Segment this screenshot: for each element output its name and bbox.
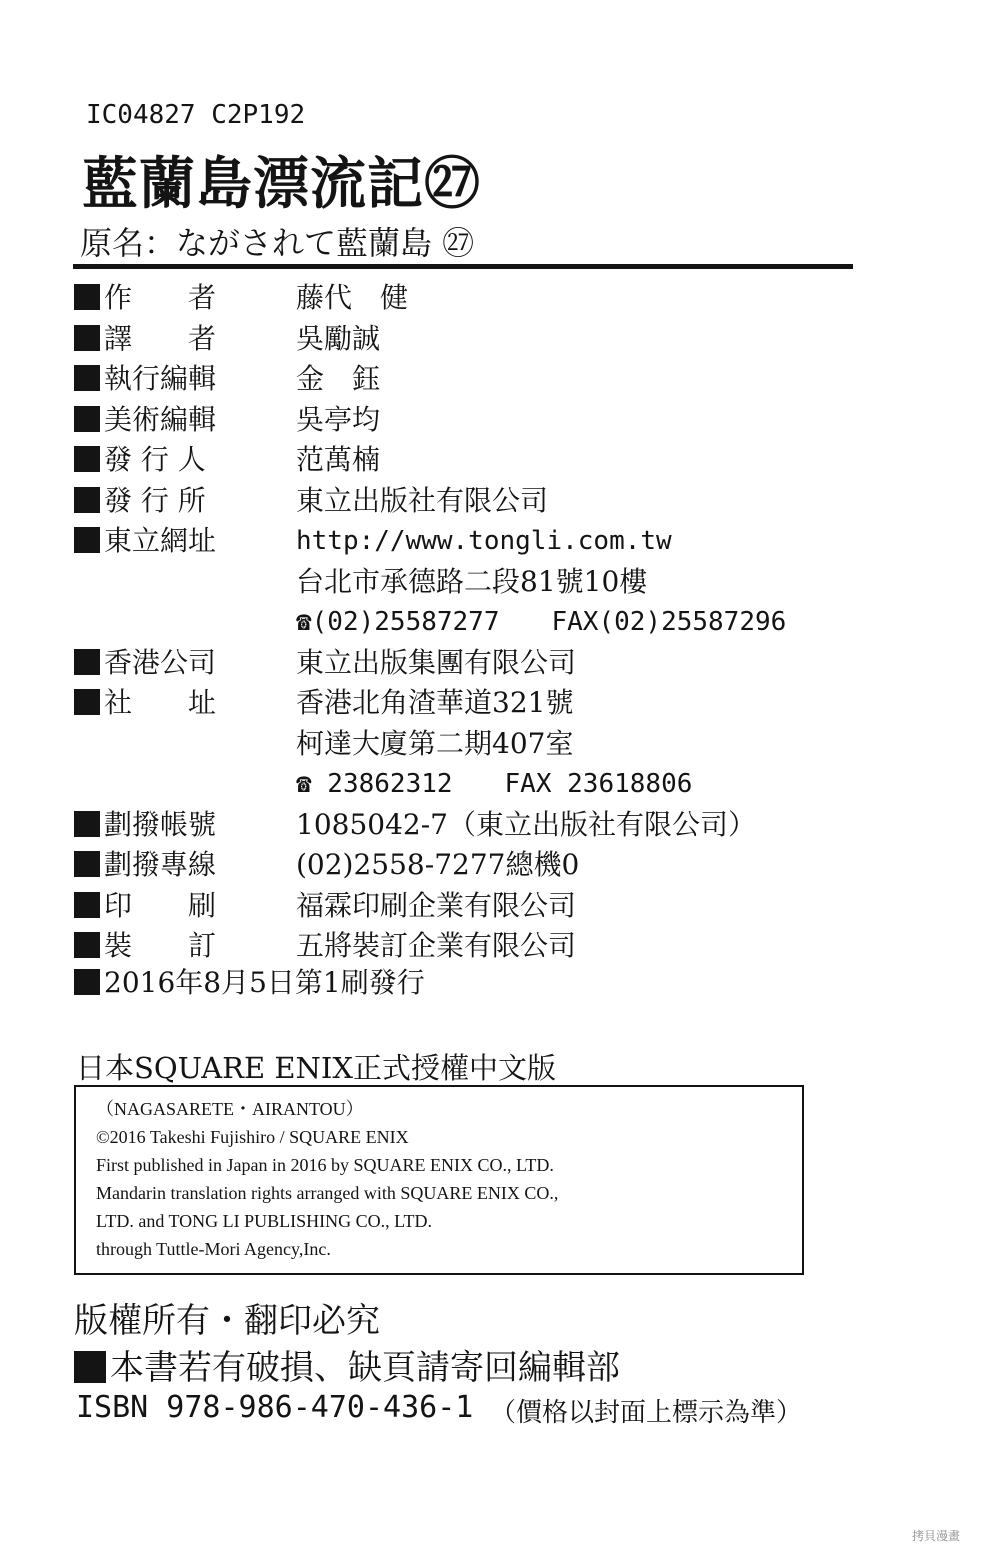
credit-label-text: 裝 訂 xyxy=(104,929,217,962)
bullet-square xyxy=(74,284,100,310)
credit-value: 范萬楠 xyxy=(296,443,381,476)
credit-value: (02)2558-7277總機0 xyxy=(296,848,580,881)
title-divider xyxy=(73,264,853,269)
credit-value: 五將裝訂企業有限公司 xyxy=(296,929,577,962)
bullet-square xyxy=(74,932,100,958)
copyright-line: LTD. and TONG LI PUBLISHING CO., LTD. xyxy=(96,1211,433,1231)
credit-value: ☎(02)25587277 FAX(02)25587296 xyxy=(296,607,787,637)
credit-label-text: 東立網址 xyxy=(104,524,217,557)
credit-label xyxy=(74,887,244,925)
credit-value: 金 鈺 xyxy=(296,362,381,395)
bullet-square xyxy=(74,325,100,351)
print-date: 2016年8月5日第1刷發行 xyxy=(104,966,425,999)
credit-label xyxy=(74,279,244,317)
bullet-square xyxy=(74,406,100,432)
credit-label-text: 社 址 xyxy=(104,686,217,719)
isbn: ISBN 978-986-470-436-1 xyxy=(76,1390,474,1425)
credit-value: 吳勵誠 xyxy=(296,321,381,355)
book-title: 藍蘭島漂流記㉗ xyxy=(82,151,481,217)
credit-label xyxy=(74,846,244,884)
copyright-line: Mandarin translation rights arranged with SQUARE ENIX CO., xyxy=(96,1183,559,1203)
watermark: 拷貝漫畫 xyxy=(912,1529,961,1543)
credit-value: 香港北角渣華道321號 xyxy=(296,686,574,719)
bullet-square xyxy=(74,969,100,995)
credit-label xyxy=(74,927,244,965)
credit-label xyxy=(74,320,244,358)
rights-reserved: 版權所有・翻印必究 xyxy=(74,1301,380,1341)
credit-value: 吳亭均 xyxy=(296,402,381,436)
original-title: 原名：ながされて藍蘭島 ㉗ xyxy=(80,224,475,262)
credit-value: 藤代 健 xyxy=(296,281,409,314)
credit-value: 東立出版集團有限公司 xyxy=(296,645,577,679)
credit-label xyxy=(74,441,244,479)
copyright-line: First published in Japan in 2016 by SQUARE ENIX CO., LTD. xyxy=(96,1155,554,1175)
credit-label-text: 印 刷 xyxy=(104,888,217,922)
bullet-square xyxy=(74,1351,106,1383)
credit-label-text: 發 行 人 xyxy=(104,443,206,476)
credit-label xyxy=(74,360,244,398)
price-note: （價格以封面上標示為準） xyxy=(490,1398,803,1428)
damage-notice xyxy=(74,1340,620,1389)
credit-value: 福霖印刷企業有限公司 xyxy=(296,888,577,922)
bullet-square xyxy=(74,527,100,553)
credit-value: http://www.tongli.com.tw xyxy=(296,526,672,556)
credit-label-text: 劃撥帳號 xyxy=(104,807,217,841)
catalog-code: IC04827 C2P192 xyxy=(86,100,306,130)
credit-label-text: 譯 者 xyxy=(104,321,217,355)
credit-label xyxy=(74,482,244,520)
credit-value: ☎ 23862312 FAX 23618806 xyxy=(296,769,693,799)
credit-label xyxy=(74,644,244,682)
credit-label-text: 執行編輯 xyxy=(104,362,217,395)
bullet-square xyxy=(74,689,100,715)
credit-label xyxy=(74,522,244,560)
credit-label-text: 發 行 所 xyxy=(104,483,206,517)
bullet-square xyxy=(74,446,100,472)
authorization-line: 日本SQUARE ENIX正式授權中文版 xyxy=(76,1051,557,1085)
credit-label xyxy=(74,684,244,722)
bullet-square xyxy=(74,851,100,877)
bullet-square xyxy=(74,365,100,391)
bullet-square xyxy=(74,649,100,675)
credit-label xyxy=(74,401,244,439)
credit-value: 台北市承德路二段81號10樓 xyxy=(296,564,648,598)
bullet-square xyxy=(74,892,100,918)
credit-value: 1085042-7（東立出版社有限公司） xyxy=(296,807,756,841)
bullet-square xyxy=(74,811,100,837)
credit-label-text: 美術編輯 xyxy=(104,402,217,436)
copyright-line: （NAGASARETE・AIRANTOU） xyxy=(96,1099,364,1119)
credit-value: 柯達大廈第二期407室 xyxy=(296,726,574,760)
credit-label-text: 香港公司 xyxy=(104,645,217,679)
bullet-square xyxy=(74,487,100,513)
credit-label-text: 作 者 xyxy=(104,281,217,314)
credit-label-text: 劃撥專線 xyxy=(104,848,217,881)
damage-notice-text: 本書若有破損、缺頁請寄回編輯部 xyxy=(110,1348,620,1388)
copyright-box xyxy=(74,1085,804,1275)
copyright-line: ©2016 Takeshi Fujishiro / SQUARE ENIX xyxy=(96,1127,409,1147)
credit-value: 東立出版社有限公司 xyxy=(296,483,549,517)
credit-label xyxy=(74,806,244,844)
copyright-line: through Tuttle-Mori Agency,Inc. xyxy=(96,1239,331,1259)
